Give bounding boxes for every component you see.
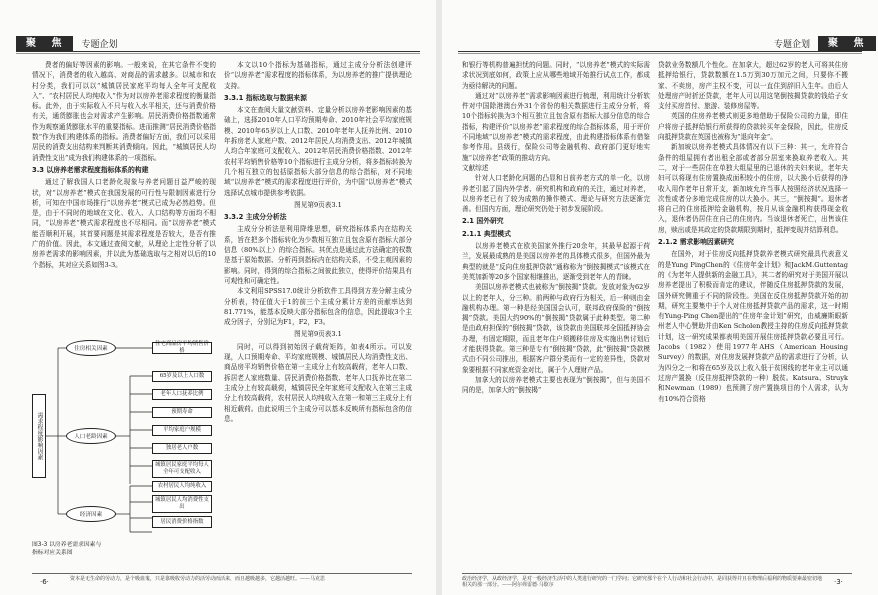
paragraph: 加拿大的以房养老模式主要也表现为“倒按揭”，但与美国不同的是，加拿大的“倒按揭” [462,375,650,395]
left-column-1 [32,60,216,335]
paragraph: 在国外，对于住房反向抵押贷款养老模式研究最具代表意义的是Yung PingChen的《住房年金计划》和JackM.Guttentag的《为老年人提供新的金融工具》，其二者的研究对于美国开展以房养老提出了积极而肯定的建议，伴随反住房抵押贷款的发展，国外研究侧重于不同的阶段性。美国在反住房抵押贷款开始的初期，研究主要集中于个人对住房抵押贷款产品的需求，这一时期有Yung-Ping Chen提出的“住房年金计划”研究，由威廉斯眼新州老人中心赞助并由Ken Scholen教授主持的住房反向抵押贷款计划，这一研究成果都表明美国开展住房抵押贷款必要且可行。Jacobs（1982）使用1977年AHS（American Housing Survey）的数据，对住房发展押贷款产品的需求进行了分析，认为四分之一和将在65岁及以上收入低于贫困线的老年业主可以通过房产置换（反住房抵押贷款的一种）脱贫。Katsura、Struyk和Newman（1989）也预测了房产置换项目的个人需求，认为有10%符合资格 [658,250,848,403]
paragraph: 针对人口老龄化问题的凸显和日前养老方式的单一化，以房养老引起了国内外学者、研究机构和政府的关注，通过对养老，以房养老已有了较为成熟的操作模式、理论与研究方法逐渐完善。但国内方面，理论研究仍处于初步发展阶段。 [462,174,650,214]
right-column-1 [462,60,650,568]
page-number: ·6· [40,578,49,586]
section-heading: 3.3 以房养老需求程度指标体系的构建 [32,165,149,174]
paragraph: 主成分分析法是利用降维思想，研究指标体系内在结构关系，旨在把多个指标转化为少数相互独立且包含原有指标大部分信息（80%以上）的综合指标。其优点是通过此方法确定的权数是基于原始数据、分析再到指标内在结构关系，不受主观因素的影响。同时，得到的综合指标之间彼此独立，使得评价结果具有可观性和可确定性。 [224,225,412,285]
group-economic: 经济因素 [66,506,116,522]
right-column-2 [658,60,848,568]
section-heading: 3.3.1 指标选取与数据来源 [224,93,307,102]
left-column-2 [224,60,412,568]
paragraph: 新加坡以房养老模式具体情况有以下三种：其一，允许符合条件的组屋拥有者出租全部或者部分居室来换取养老收入。其二，对于一些居住在单独大组屋里的已退休的夫妇来说，老年夫妇可以将现有住房置换成面积较小的住房，以大换小后获得的净收入用作老年日常开支，新加坡允许当事人按照经济状况选择一次性或者分多地完成住房的以大换小。其三，“倒按揭”。退休者将自己的住房抵押给金融机构，按月从该金融机构获得现金收入，退休者仍居住在自己的住房内。当该退休者死亡，出售该住房，赎出或是其政定的贷款期限到期时，抵押变现并结算利息。 [658,143,848,234]
header-rule [16,51,420,52]
figure-caption: 图3-3 以房养老需求因素与指标对应关系图 [32,542,102,556]
indicator-box: 城镇居民人均消费性支出 [152,495,212,513]
table-reference: 图见第9页表3.1 [294,200,342,209]
indicator-box: 住宅商品房平均销售价格 [152,342,212,354]
right-header [766,36,876,51]
paragraph: 本文以10个指标为基础指标，通过主成分分析法创建评价“以房养老”需求程度的指标体系，为以房养老的推广提供理论支持。 [224,61,412,90]
section-heading: 2.1.1 典型模式 [462,229,511,238]
paragraph: 通过对“以房养老”需求影响因素进行梳理，利用统计分析软件对中国除港澳台外31个省份的相关数据进行主成分分析，将10个指标转换为3个相互独立且包含原有指标大部分信息的综合指标，构建评价“以房养老”需求程度的综合指标体系，用于评价不同地域“以房养老”模式的需求程度，由此构建指标体系有借鉴参考作用。县级行，保险公司等金融机构、政府部门更好地实施“以房养老”政策的推动方向。 [462,91,650,162]
right-page [442,0,878,595]
group-aging: 人口老龄因素 [66,428,116,444]
left-page [0,0,436,595]
paragraph: 通过了解我国人口老龄化现象与养老问题目益严峻的现状，对“以房养老”模式在我国发展的可行性与限制因素进行分析，可知在中国市场推行“以房养老”模式已成为必然趋势。但是，由于不同时的地域在文化、收入、人口结构等方面均不相同，“以房养老”模式需求程度也不尽相同。而“以房养老”模式能否顺利开展，其首要问题是其需求程度是否较大，是否有推广的价值。因此，本文通过查阅文献，从理论上定性分析了以房养老需求的影响因素，并以此为基础选取与之相对以后的10个指标，其对应关系如图3-3。 [32,178,216,269]
brand-logo: 聚 焦 [818,36,875,51]
header-rule [458,51,862,52]
brand-logo: 聚 焦 [16,36,73,51]
section-title: 专题企划 [774,40,811,50]
indicator-box: 农村居民人均纯收入 [152,481,212,492]
footer-rule [32,573,412,574]
table-reference: 图见第9页表3.1 [294,330,342,339]
group-housing: 住房相关因素 [66,340,116,356]
paragraph: 费者的偏好等因素的影响。一般来说，在其它条件不变的情况下，消费者的收入越高、对商品的需求越多。以城市和农村分类，我们可以以“城镇居民家庭平均每人全年可支配收入”、“农村居民人均纯收入”作为对以房养老需求程度的衡量指标。此外，由于实际收入不只与收入水平相关，还与消费价格有关，通货膨胀也会对需求产生影响。居民消费价格指数通常作为观察通货膨胀水平的重要指标。进而推测“居民消费价格指数”作为我们构建体系的指标。消费者偏好方面，我们可以采用居民的消费支出结构来判断其消费倾向。因此，“城镇居民人均消费性支出”成为我们构建体系的一项指标。 [32,61,216,162]
paragraph: 以房养老模式在欧美国家外推行20余年，其最早起源于荷兰，发展最成熟的是美国以房养老的具体模式很多，但国外最为典型的就是“反向住房抵押贷款”通称称为“倒按揭模式”该模式在美英加新等20多个国家相继推出，逐渐受到老年人的青睐。 [462,242,650,281]
indicator-box: 65岁及以上人口数 [152,371,212,382]
indicator-box: 平均家庭户规模 [152,425,212,436]
paragraph: 贷款业务数额几个性化。在加拿大，超过62岁的老人可将其住房抵押给银行，贷款数额在1.5万到30万加元之间，只要你不搬家、不卖房，房产主权不变，可以一直住到辞旧入生年。由后人处理房产时折还贷款，老年人可以用这笔倒按揭贷款的钱给子女支付买房首付、旅游、装修房屋等。 [658,61,848,111]
header-rule-thin [16,53,420,54]
factor-diagram [32,336,212,536]
paragraph: 本文在查阅大量文献资料、定量分析以房养老影响因素的基础上，选择2010年人口平均预期寿命、2010年社会平均家庭规模、2010年65岁以上人口数、2010年老年人抚养比例、2010年拆房老人家庭户数、2012年居民人均消费支出、2012年城镇人均合年家庭可支配收入、2012年居民消费价格指数、2012年农村平均销售价格等10个指标进行主成分分析，将多指标转换为几个相互独立的包括原指标大部分信息的综合指标，对不同地域“以房养老”模式的需求程度进行评价，为中国“以房养老”模式选择试点城市提供参考依据。 [224,106,412,197]
footer-quote: 资本是无生命的劳动力，是个吸血鬼，只是靠吸收劳动力的活劳动而活来，而且越吸越多，它越活越旺。——马克思 [70,576,326,582]
paragraph: 和银行等机构普遍担忧的问题。同时，“以房养老”模式的实际需求状况到底如何，政策上应从哪些地域开始推行试点工作，都成为亟待解决的问题。 [462,61,650,90]
paragraph: 同时，可以得到初始因子载荷矩阵，如表4所示。可以发现，人口预期寿命、平均家庭规模、城镇居民人均消费性支出、商品房平均销售价格在第一主成分上有较高载荷，老年人口数、拆居老人家庭数量、居民消费价格指数、老年人口抚养比在第二主成分上有较高载荷，城镇居民全年家庭可支配收入在第三主成分上有较高载荷，农村居民人均纯收入在第一和第三主成分上有相近载荷。由此说明三个主成分可以基本反映所有指标包含的信息。 [224,342,412,423]
footer-rule [462,573,852,574]
paragraph: 本文利用SPSS17.0统计分析软件工具得到方差分解主成分分析表，特征值大于1的前三个主成分累计方差的贡献率达到81.771%，能基本反映大部分指标包含的信息，因此提取3个主成分因子，分别记为F1，F2，F3。 [224,287,412,327]
footer-quote: 政治经济学，从政经济学，是对一般经济生活中的人类进行研究的一门学问；它研究那个在个人行动和社会行动中，是同获得并且在物理后福利的物质要素最密切地相关的那一部分。——阿尔弗雷德·马歇尔 [462,576,823,588]
header-rule-thin [458,53,862,54]
indicator-box: 城镇居民家庭平均每人全年可支配收入 [152,460,212,478]
paragraph: 英国的住房养老模式则更多地借助于保险公司的力量，即住户将房子抵押给银行所获得的贷款转买年金保险，因此，住房反向抵押贷款在英国也被称为“退向年金”。 [658,112,848,142]
section-heading: 2.1.2 需求影响因素研究 [658,238,735,247]
indicator-box: 独居老人户数 [152,443,212,454]
section-title: 专题企划 [81,40,118,50]
diagram-root: 需求程度影响因素 [32,394,46,478]
left-header [16,36,126,51]
paragraph: 美国以房养老模式也被称为“倒按揭”贷款。发放对象为62岁以上的老年人，分三种。前两种与政府行为相关，后一种则由金融机构办理。第一种是经美国国会认可，联邦政府保险的“倒按揭”贷款。美国大约90%的“倒按揭”贷款属于此种类型。第二种是由政府担保的“倒按揭”贷款，该贷款由美国联邦全国抵押协会办理，有固定期限，而且老年住户须搬移住房及实施出售讨划后才能获得贷款。第三种是专有“倒按揭”贷款，此“倒按揭”贷款模式由不同公司推出，根据客户群分类而有一定的差异性，贷款对象要根据不同家庭资金对比，属于个人理财产品。 [462,283,650,374]
indicator-box: 居民消费价格指数 [152,516,212,528]
section-heading: 2.1 国外研究 [462,217,504,226]
indicator-box: 预期寿命 [152,407,212,418]
paragraph: 文献综述 [462,163,489,172]
page-number: ·3· [834,578,843,586]
indicator-box: 老年人口抚养比例 [152,389,212,400]
section-heading: 3.3.2 主成分分析法 [224,213,287,222]
